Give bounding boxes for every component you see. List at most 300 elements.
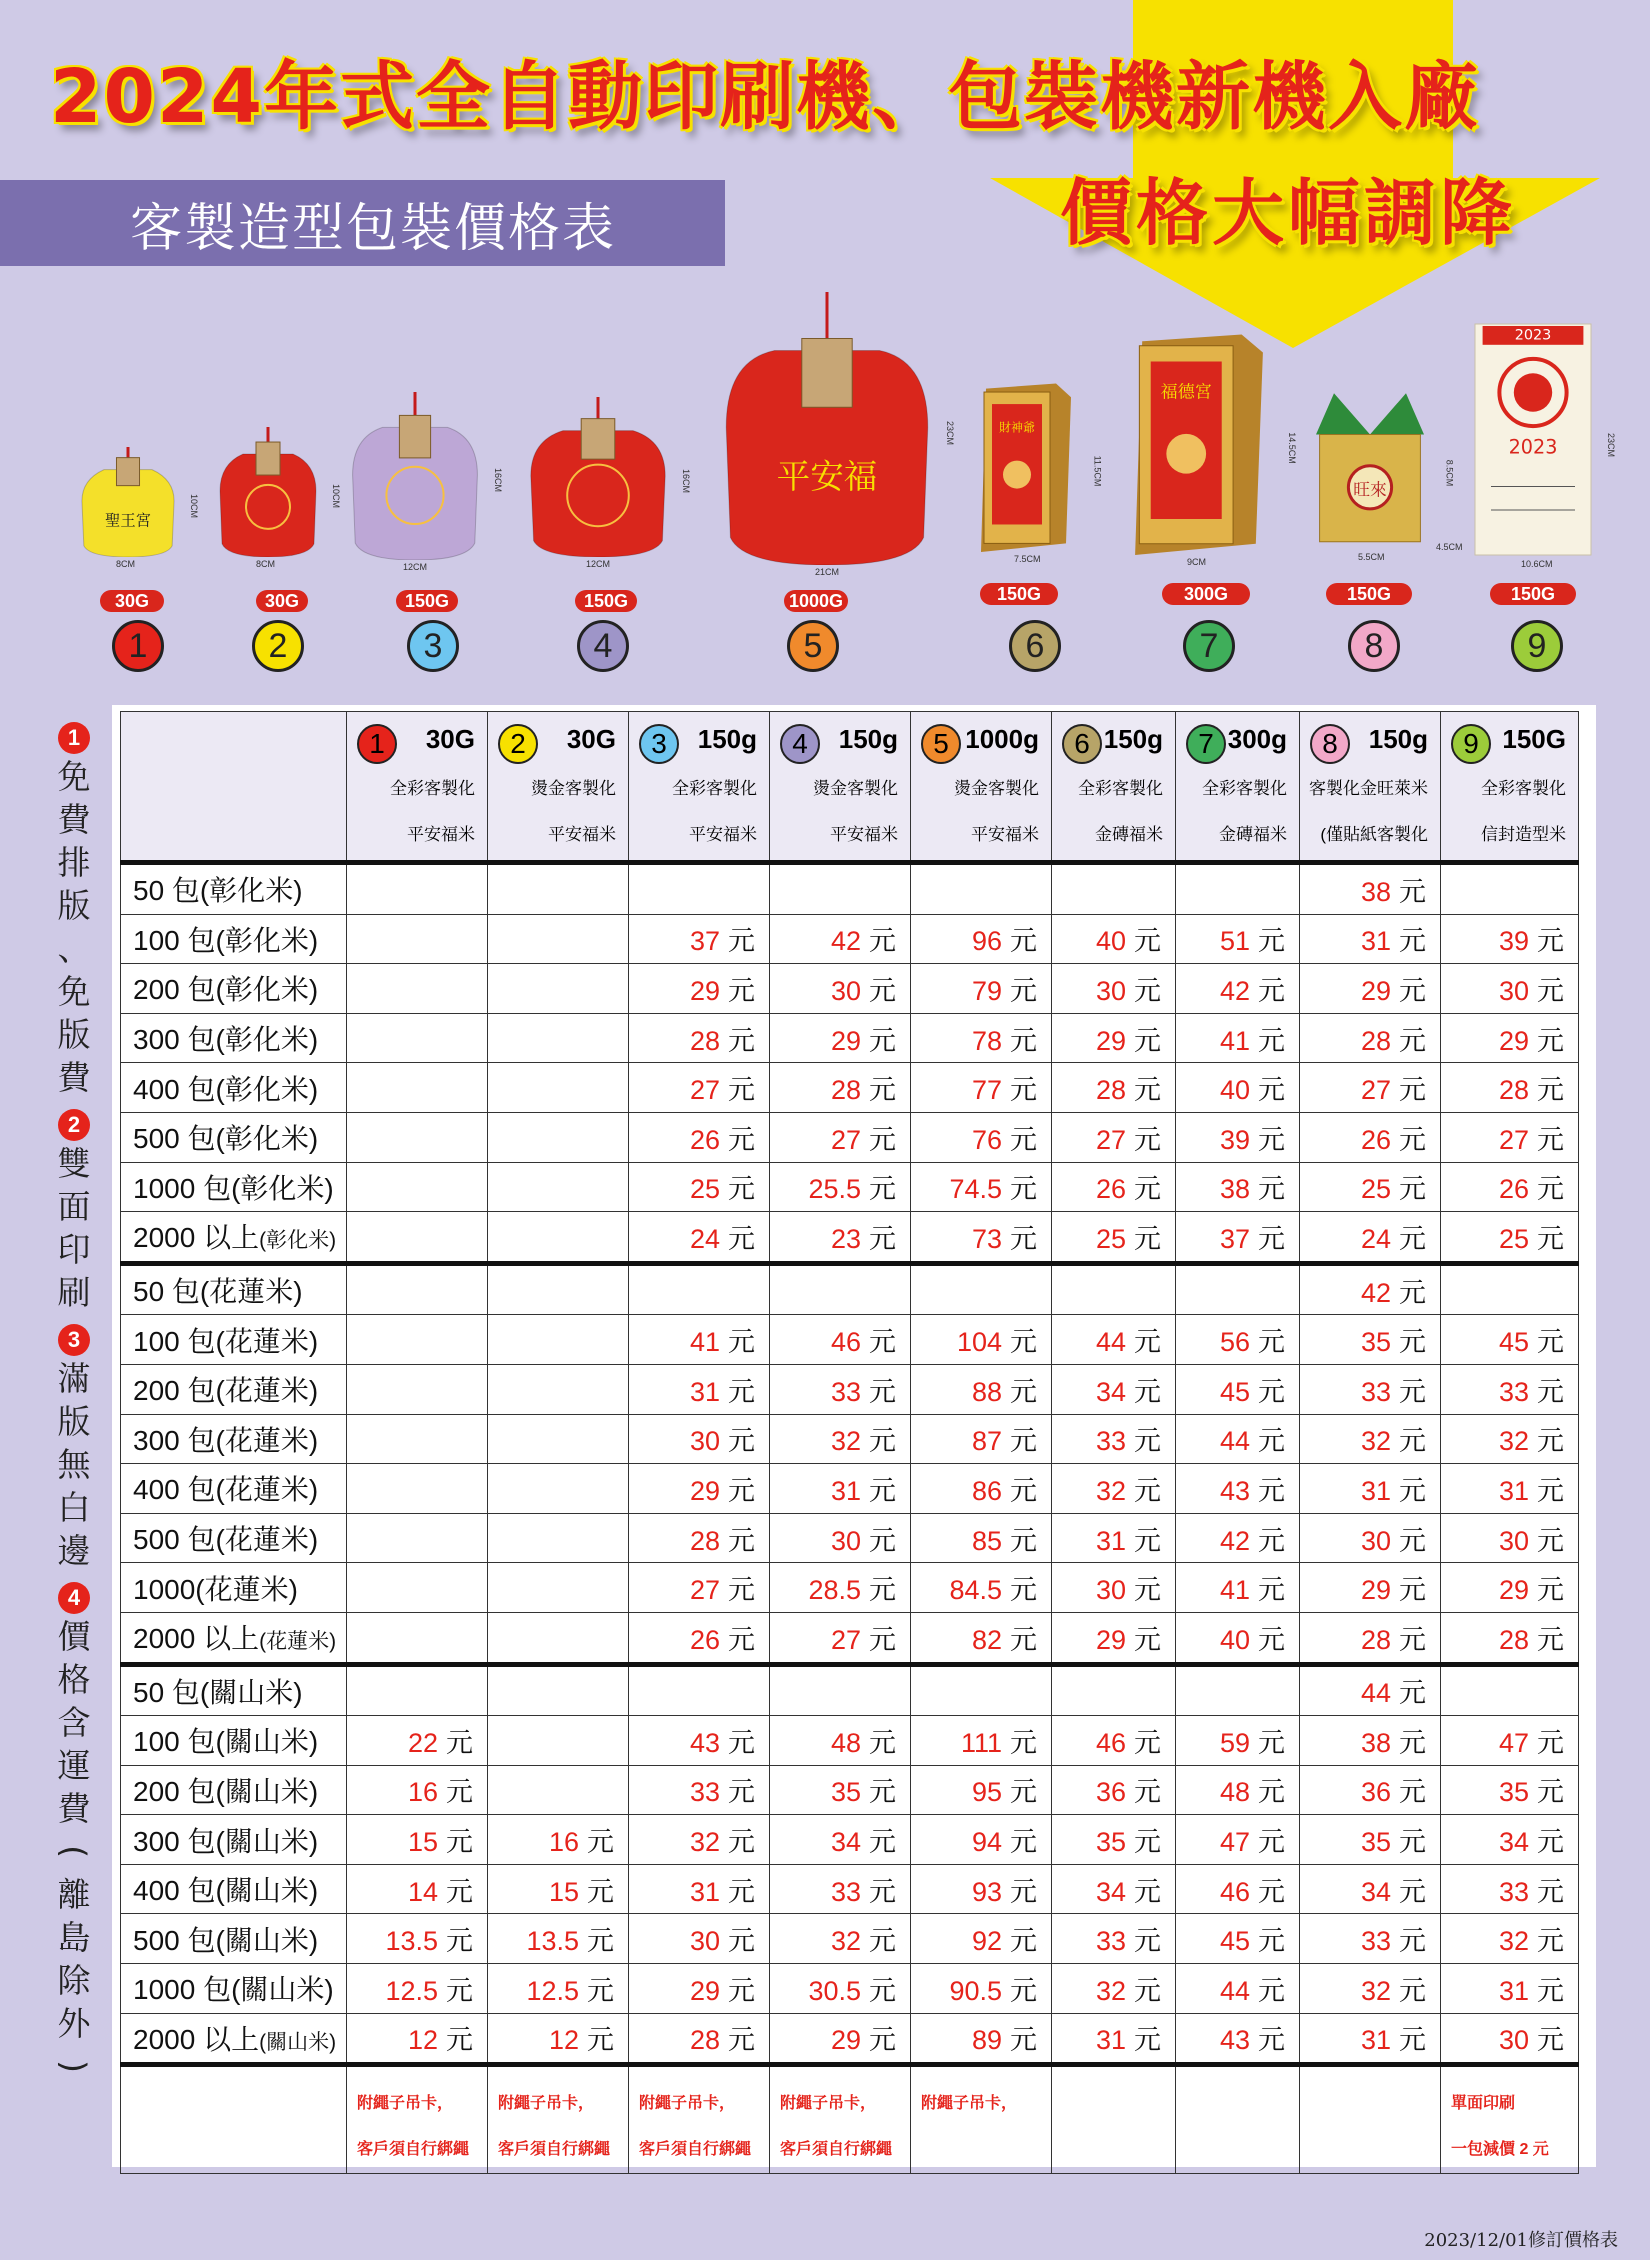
price-cell: [911, 1664, 1052, 1716]
product-image-4: [528, 395, 668, 557]
price-cell: 13.5 元: [488, 1914, 629, 1964]
price-cell: 30 元: [1052, 1563, 1176, 1613]
price-cell: [347, 964, 488, 1014]
price-cell: [347, 1263, 488, 1315]
table-row: [121, 1964, 1579, 2014]
price-cell: 111 元: [911, 1716, 1052, 1766]
product-image-2: [218, 425, 318, 557]
product-height-9: 23CM: [1606, 432, 1617, 457]
row-label: 400 包(彰化米): [121, 1063, 347, 1113]
price-cell: 104 元: [911, 1315, 1052, 1365]
table-row: [121, 1664, 1579, 1716]
price-cell: 34 元: [1300, 1864, 1441, 1914]
price-cell: 31 元: [1441, 1464, 1579, 1514]
price-cell: 30 元: [629, 1414, 770, 1464]
note-cell-4: 附繩子吊卡， 客戶須自行綁繩: [770, 2065, 911, 2174]
price-cell: 35 元: [770, 1765, 911, 1815]
price-cell: 27 元: [1441, 1112, 1579, 1162]
column-type-8: 客製化金旺萊米: [1309, 779, 1428, 798]
price-cell: 32 元: [1441, 1414, 1579, 1464]
price-cell: 37 元: [629, 914, 770, 964]
price-cell: 36 元: [1052, 1765, 1176, 1815]
price-cell: 32 元: [770, 1914, 911, 1964]
column-number-1: 1: [357, 724, 397, 764]
product-width-1: 8CM: [116, 559, 136, 569]
table-row: [121, 1464, 1579, 1514]
product-height-2: 10CM: [331, 483, 342, 509]
note-cell-6: [1052, 2065, 1176, 2174]
price-cell: 84.5 元: [911, 1563, 1052, 1613]
price-cell: 28 元: [629, 1513, 770, 1563]
price-cell: [488, 1212, 629, 1264]
price-cell: 30 元: [629, 1914, 770, 1964]
price-cell: 51 元: [1176, 914, 1300, 964]
price-cell: 76 元: [911, 1112, 1052, 1162]
price-cell: 24 元: [1300, 1212, 1441, 1264]
price-cell: 38 元: [1300, 863, 1441, 915]
row-label: 400 包(關山米): [121, 1864, 347, 1914]
price-cell: 45 元: [1176, 1914, 1300, 1964]
product-number-8: 8: [1348, 620, 1400, 672]
price-cell: 28 元: [629, 1013, 770, 1063]
price-cell: 32 元: [1052, 1464, 1176, 1514]
table-row: [121, 1513, 1579, 1563]
row-label: 2000 以上(花蓮米): [121, 1612, 347, 1664]
price-cell: 32 元: [770, 1414, 911, 1464]
price-cell: 42 元: [1176, 1513, 1300, 1563]
price-cell: [1176, 863, 1300, 915]
product-width-5: 21CM: [815, 567, 840, 577]
note-cell-2: 附繩子吊卡， 客戶須自行綁繩: [488, 2065, 629, 2174]
price-cell: 42 元: [770, 914, 911, 964]
row-label: 100 包(花蓮米): [121, 1315, 347, 1365]
price-cell: [629, 1664, 770, 1716]
price-cell: [488, 863, 629, 915]
table-row: [121, 1765, 1579, 1815]
price-cell: [488, 1263, 629, 1315]
price-cell: [1176, 1263, 1300, 1315]
price-cell: 30 元: [1441, 964, 1579, 1014]
column-number-7: 7: [1186, 724, 1226, 764]
price-cell: 34 元: [770, 1815, 911, 1865]
price-cell: 32 元: [1300, 1414, 1441, 1464]
price-cell: 35 元: [1441, 1765, 1579, 1815]
table-row: [121, 1414, 1579, 1464]
price-list-banner: 客製造型包裝價格表: [0, 180, 725, 266]
price-cell: 30.5 元: [770, 1964, 911, 2014]
price-cell: [1052, 1664, 1176, 1716]
row-label: 300 包(關山米): [121, 1815, 347, 1865]
table-row: [121, 1212, 1579, 1264]
price-cell: 48 元: [1176, 1765, 1300, 1815]
headline-line1: 2024年式全自動印刷機、包裝機新機入廠: [50, 54, 1480, 140]
row-label: 1000 包(彰化米): [121, 1162, 347, 1212]
side-note-number-1: 1: [58, 722, 90, 754]
price-cell: [347, 1063, 488, 1113]
price-cell: 13.5 元: [347, 1914, 488, 1964]
column-header-9: [1441, 712, 1579, 863]
price-cell: 28 元: [629, 2013, 770, 2065]
column-header-4: [770, 712, 911, 863]
table-row: [121, 1716, 1579, 1766]
product-height-7: 14.5CM: [1286, 431, 1297, 464]
price-cell: [488, 964, 629, 1014]
column-header-6: [1052, 712, 1176, 863]
price-cell: 33 元: [1052, 1914, 1176, 1964]
price-cell: 90.5 元: [911, 1964, 1052, 2014]
product-weight-tag-8: 150G: [1326, 583, 1412, 605]
price-cell: 31 元: [1300, 1464, 1441, 1514]
price-cell: [347, 1612, 488, 1664]
column-type-1: 全彩客製化: [390, 779, 475, 798]
price-cell: 28 元: [1052, 1063, 1176, 1113]
column-weight-5: 1000g: [965, 724, 1039, 754]
price-cell: 31 元: [1052, 1513, 1176, 1563]
column-type-6: 全彩客製化: [1078, 779, 1163, 798]
price-cell: 82 元: [911, 1612, 1052, 1664]
column-weight-3: 150g: [697, 724, 757, 754]
price-cell: 30 元: [770, 1513, 911, 1563]
column-type-4: 燙金客製化: [813, 779, 898, 798]
price-cell: [488, 1563, 629, 1613]
product-number-4: 4: [577, 620, 629, 672]
price-cell: 79 元: [911, 964, 1052, 1014]
column-number-3: 3: [639, 724, 679, 764]
price-cell: 45 元: [1176, 1364, 1300, 1414]
column-weight-1: 30G: [425, 724, 475, 754]
price-cell: 74.5 元: [911, 1162, 1052, 1212]
row-label: 50 包(關山米): [121, 1664, 347, 1716]
svg-text:旺來: 旺來: [1353, 479, 1387, 500]
column-type-9: 全彩客製化: [1481, 779, 1566, 798]
price-cell: 33 元: [770, 1364, 911, 1414]
price-cell: 25 元: [1441, 1212, 1579, 1264]
price-cell: [347, 1464, 488, 1514]
column-product-1: 平安福米: [407, 825, 475, 844]
price-cell: 87 元: [911, 1414, 1052, 1464]
column-product-6: 金磚福米: [1095, 825, 1163, 844]
row-label: 200 包(花蓮米): [121, 1364, 347, 1414]
product-width-4: 12CM: [586, 559, 611, 569]
price-cell: [1441, 1263, 1579, 1315]
price-cell: 33 元: [1300, 1364, 1441, 1414]
product-weight-tag-7: 300G: [1162, 583, 1250, 605]
column-number-8: 8: [1310, 724, 1350, 764]
row-label: 1000(花蓮米): [121, 1563, 347, 1613]
price-cell: 26 元: [1300, 1112, 1441, 1162]
product-weight-tag-5: 1000G: [784, 590, 848, 612]
price-cell: 33 元: [1300, 1914, 1441, 1964]
price-cell: 24 元: [629, 1212, 770, 1264]
price-cell: 28 元: [1300, 1013, 1441, 1063]
row-label: 500 包(彰化米): [121, 1112, 347, 1162]
price-cell: [911, 863, 1052, 915]
column-weight-6: 150g: [1103, 724, 1163, 754]
table-row: [121, 1612, 1579, 1664]
table-row: [121, 1263, 1579, 1315]
column-header-2: [488, 712, 629, 863]
product-width-3: 12CM: [403, 562, 428, 572]
price-cell: 25 元: [1052, 1212, 1176, 1264]
price-cell: 34 元: [1052, 1364, 1176, 1414]
price-cell: [1441, 863, 1579, 915]
product-image-6: [976, 380, 1076, 552]
price-cell: 29 元: [629, 1964, 770, 2014]
price-cell: 32 元: [1052, 1964, 1176, 2014]
price-cell: 32 元: [1441, 1914, 1579, 1964]
price-cell: 31 元: [770, 1464, 911, 1514]
price-cell: [488, 1063, 629, 1113]
table-row: [121, 964, 1579, 1014]
price-cell: 42 元: [1176, 964, 1300, 1014]
price-cell: 25 元: [1300, 1162, 1441, 1212]
price-cell: 25.5 元: [770, 1162, 911, 1212]
price-cell: [488, 1315, 629, 1365]
price-cell: 30 元: [1441, 1513, 1579, 1563]
column-number-2: 2: [498, 724, 538, 764]
price-cell: 12 元: [488, 2013, 629, 2065]
price-cell: 22 元: [347, 1716, 488, 1766]
price-cell: [629, 863, 770, 915]
price-cell: 94 元: [911, 1815, 1052, 1865]
column-header-7: [1176, 712, 1300, 863]
product-number-1: 1: [112, 620, 164, 672]
price-cell: 44 元: [1176, 1414, 1300, 1464]
price-cell: [488, 1464, 629, 1514]
price-table: [120, 711, 1579, 2174]
price-cell: 78 元: [911, 1013, 1052, 1063]
side-note-text-1: 免 費 排 版 、 免 版 費: [57, 757, 91, 1097]
row-label: 2000 以上(彰化米): [121, 1212, 347, 1264]
table-row: [121, 1315, 1579, 1365]
price-cell: 32 元: [629, 1815, 770, 1865]
price-cell: 12.5 元: [488, 1964, 629, 2014]
table-row: [121, 914, 1579, 964]
price-cell: [347, 1315, 488, 1365]
price-cell: 43 元: [629, 1716, 770, 1766]
price-cell: 16 元: [347, 1765, 488, 1815]
row-label: 300 包(彰化米): [121, 1013, 347, 1063]
price-cell: 29 元: [770, 1013, 911, 1063]
price-cell: 36 元: [1300, 1765, 1441, 1815]
price-cell: 28.5 元: [770, 1563, 911, 1613]
price-cell: [1441, 1664, 1579, 1716]
product-width-8: 5.5CM: [1358, 552, 1385, 562]
price-cell: [629, 1263, 770, 1315]
svg-text:聖王宮: 聖王宮: [104, 511, 152, 530]
price-cell: [488, 1013, 629, 1063]
price-cell: 46 元: [770, 1315, 911, 1365]
svg-text:財神爺: 財神爺: [998, 420, 1036, 435]
table-row: [121, 1063, 1579, 1113]
price-cell: 27 元: [770, 1612, 911, 1664]
product-number-2: 2: [252, 620, 304, 672]
price-cell: 96 元: [911, 914, 1052, 964]
price-cell: [347, 1013, 488, 1063]
price-cell: [347, 1212, 488, 1264]
note-cell-5: 附繩子吊卡，: [911, 2065, 1052, 2174]
corner-cell: [121, 712, 347, 863]
price-cell: 28 元: [770, 1063, 911, 1113]
price-cell: 28 元: [1441, 1612, 1579, 1664]
price-cell: 46 元: [1176, 1864, 1300, 1914]
price-cell: 12 元: [347, 2013, 488, 2065]
column-type-5: 燙金客製化: [954, 779, 1039, 798]
table-row: [121, 1864, 1579, 1914]
price-cell: 26 元: [1052, 1162, 1176, 1212]
column-product-2: 平安福米: [548, 825, 616, 844]
price-cell: [488, 1664, 629, 1716]
price-cell: 43 元: [1176, 2013, 1300, 2065]
price-cell: 41 元: [629, 1315, 770, 1365]
table-row: [121, 2013, 1579, 2065]
price-cell: 35 元: [1300, 1815, 1441, 1865]
column-number-6: 6: [1062, 724, 1102, 764]
column-header-8: [1300, 712, 1441, 863]
row-label: 500 包(關山米): [121, 1914, 347, 1964]
price-cell: 29 元: [629, 964, 770, 1014]
product-number-3: 3: [407, 620, 459, 672]
price-cell: 29 元: [1052, 1612, 1176, 1664]
price-cell: [1052, 863, 1176, 915]
price-cell: 44 元: [1052, 1315, 1176, 1365]
price-cell: 33 元: [770, 1864, 911, 1914]
price-cell: 85 元: [911, 1513, 1052, 1563]
price-cell: 29 元: [770, 2013, 911, 2065]
price-cell: [770, 1664, 911, 1716]
product-height-3: 16CM: [493, 467, 504, 493]
price-cell: 12.5 元: [347, 1964, 488, 2014]
column-type-3: 全彩客製化: [672, 779, 757, 798]
side-note-number-3: 3: [58, 1324, 90, 1356]
side-note-number-4: 4: [58, 1582, 90, 1614]
column-product-3: 平安福米: [689, 825, 757, 844]
price-cell: 16 元: [488, 1815, 629, 1865]
product-width-6: 7.5CM: [1014, 554, 1041, 564]
product-height-5: 23CM: [945, 420, 956, 445]
price-cell: [1052, 1263, 1176, 1315]
table-row: [121, 1563, 1579, 1613]
price-cell: 86 元: [911, 1464, 1052, 1514]
price-cell: 29 元: [1441, 1563, 1579, 1613]
product-width-7: 9CM: [1187, 557, 1207, 567]
price-cell: [347, 1664, 488, 1716]
column-number-5: 5: [921, 724, 961, 764]
price-cell: 30 元: [1300, 1513, 1441, 1563]
table-row: [121, 1815, 1579, 1865]
price-cell: 44 元: [1300, 1664, 1441, 1716]
price-cell: 42 元: [1300, 1263, 1441, 1315]
price-cell: 47 元: [1176, 1815, 1300, 1865]
price-cell: [347, 1162, 488, 1212]
price-cell: 95 元: [911, 1765, 1052, 1815]
price-cell: 29 元: [629, 1464, 770, 1514]
price-cell: 73 元: [911, 1212, 1052, 1264]
product-number-5: 5: [787, 620, 839, 672]
svg-text:福德宮: 福德宮: [1160, 382, 1212, 403]
price-cell: 30 元: [1052, 964, 1176, 1014]
price-cell: 33 元: [1052, 1414, 1176, 1464]
price-cell: 31 元: [629, 1364, 770, 1414]
price-cell: 28 元: [1300, 1612, 1441, 1664]
row-label: 200 包(關山米): [121, 1765, 347, 1815]
note-cell-9: 單面印刷 一包減價 2 元: [1441, 2065, 1579, 2174]
price-cell: 33 元: [629, 1765, 770, 1815]
product-image-5: [722, 290, 932, 565]
notes-row: [121, 2065, 1579, 2174]
price-cell: [770, 863, 911, 915]
price-cell: 40 元: [1176, 1063, 1300, 1113]
price-cell: 34 元: [1052, 1864, 1176, 1914]
product-height-8: 8.5CM: [1444, 459, 1455, 486]
column-weight-2: 30G: [566, 724, 616, 754]
table-row: [121, 1914, 1579, 1964]
column-weight-4: 150g: [838, 724, 898, 754]
row-label: 500 包(花蓮米): [121, 1513, 347, 1563]
price-cell: 56 元: [1176, 1315, 1300, 1365]
price-cell: 25 元: [629, 1162, 770, 1212]
row-label: 100 包(關山米): [121, 1716, 347, 1766]
price-cell: 31 元: [629, 1864, 770, 1914]
price-cell: 77 元: [911, 1063, 1052, 1113]
price-cell: 46 元: [1052, 1716, 1176, 1766]
column-weight-7: 300g: [1227, 724, 1287, 754]
price-cell: 33 元: [1441, 1864, 1579, 1914]
price-cell: [488, 1716, 629, 1766]
price-cell: [488, 1765, 629, 1815]
price-cell: 31 元: [1300, 2013, 1441, 2065]
product-height-6: 11.5CM: [1092, 455, 1103, 487]
price-cell: 27 元: [629, 1563, 770, 1613]
price-cell: 32 元: [1300, 1964, 1441, 2014]
price-cell: [911, 1263, 1052, 1315]
column-header-5: [911, 712, 1052, 863]
price-cell: 15 元: [347, 1815, 488, 1865]
price-cell: 29 元: [1300, 964, 1441, 1014]
product-image-1: [80, 445, 176, 557]
row-label: 200 包(彰化米): [121, 964, 347, 1014]
price-cell: 27 元: [770, 1112, 911, 1162]
product-depth-8: 4.5CM: [1436, 542, 1463, 552]
notes-label-cell: [121, 2065, 347, 2174]
price-cell: 27 元: [629, 1063, 770, 1113]
column-product-9: 信封造型米: [1481, 825, 1566, 844]
column-number-9: 9: [1451, 724, 1491, 764]
price-cell: 47 元: [1441, 1716, 1579, 1766]
price-cell: 45 元: [1441, 1315, 1579, 1365]
row-label: 100 包(彰化米): [121, 914, 347, 964]
product-weight-tag-2: 30G: [256, 590, 308, 612]
price-cell: [770, 1263, 911, 1315]
column-type-7: 全彩客製化: [1202, 779, 1287, 798]
table-row: [121, 1112, 1579, 1162]
price-cell: [347, 1563, 488, 1613]
price-cell: [347, 863, 488, 915]
row-label: 300 包(花蓮米): [121, 1414, 347, 1464]
row-label: 50 包(花蓮米): [121, 1263, 347, 1315]
price-cell: 31 元: [1441, 1964, 1579, 2014]
product-image-3: [350, 390, 480, 560]
price-cell: 15 元: [488, 1864, 629, 1914]
price-cell: 40 元: [1176, 1612, 1300, 1664]
svg-text:平安福: 平安福: [776, 457, 878, 496]
note-cell-8: [1300, 2065, 1441, 2174]
side-note-text-4: 價 格 含 運 費 ( 離 島 除 外 ): [54, 1617, 94, 2073]
price-cell: 29 元: [1300, 1563, 1441, 1613]
table-row: [121, 1013, 1579, 1063]
price-cell: [347, 1414, 488, 1464]
column-product-4: 平安福米: [830, 825, 898, 844]
